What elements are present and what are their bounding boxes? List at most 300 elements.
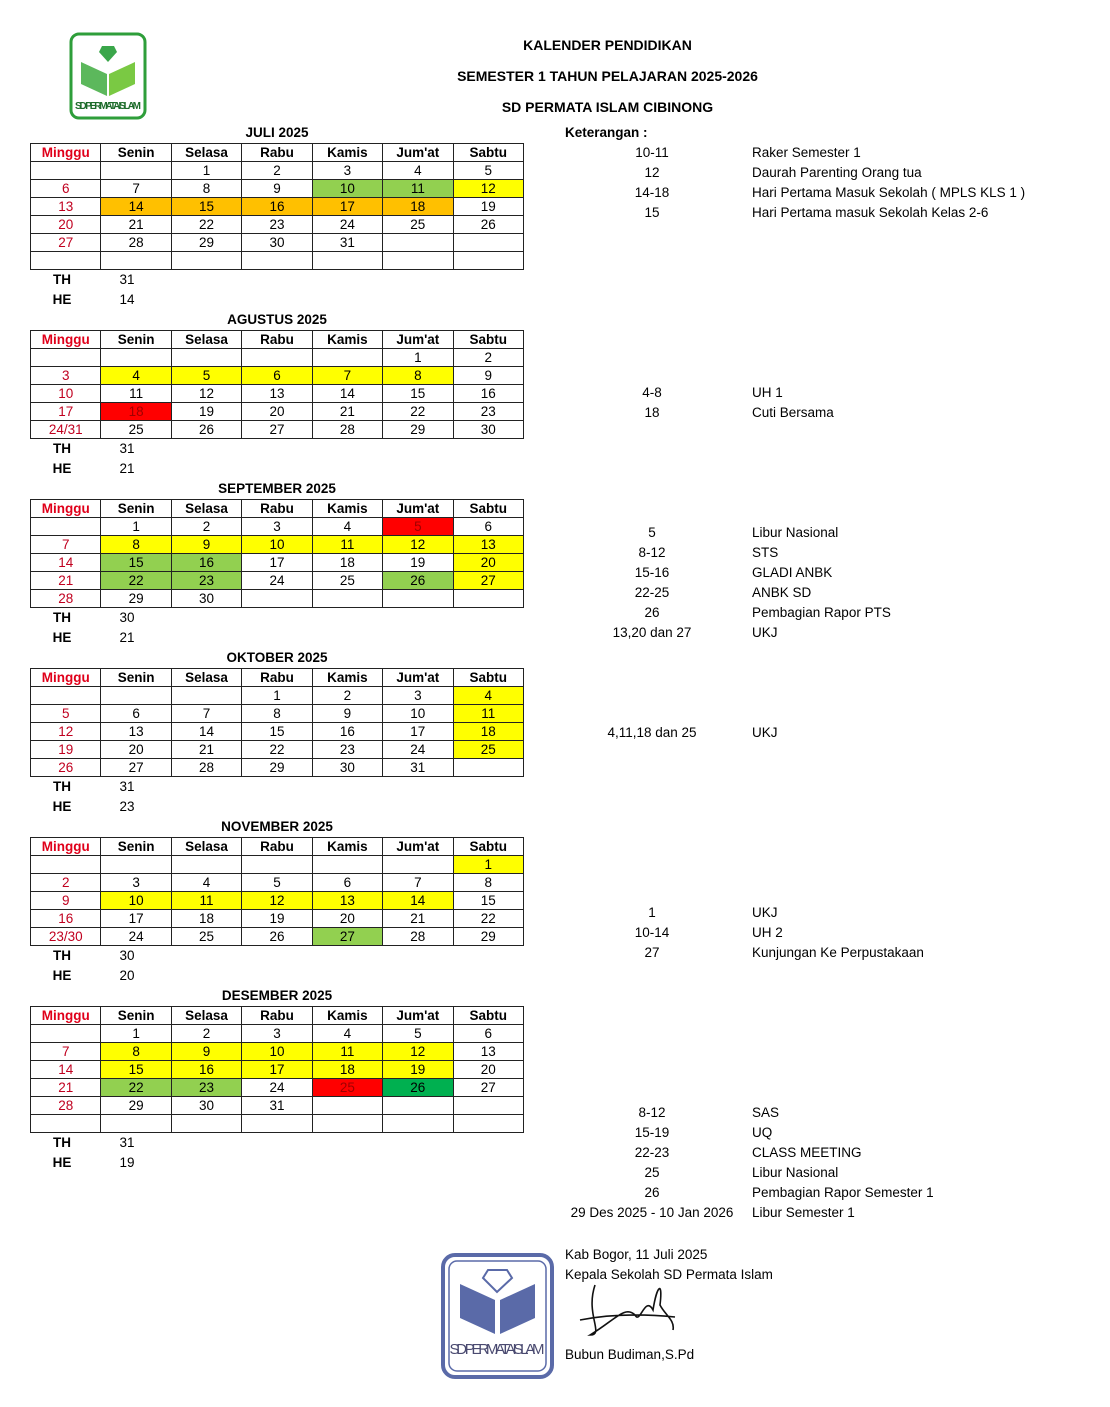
total-days-row [30,1133,524,1153]
month-title: OKTOBER 2025 [226,650,328,665]
note-item [560,1163,1105,1183]
month-title: DESEMBER 2025 [221,988,333,1003]
day-cell: 12 [453,180,523,198]
day-cell: 3 [242,1025,312,1043]
weekday-header: Jum'at [383,144,453,162]
day-cell: 25 [171,928,241,946]
effective-days-row [30,1153,524,1173]
day-cell: 4 [171,874,241,892]
day-cell [31,1025,101,1043]
weekday-header: Minggu [31,331,101,349]
th-label: TH [53,948,71,963]
note-item [560,543,1105,563]
week-row [31,1025,524,1043]
day-cell: 3 [242,518,312,536]
day-cell: 2 [171,518,241,536]
day-cell: 15 [101,1061,171,1079]
weekday-header: Sabtu [453,669,523,687]
he-label: HE [52,1155,72,1170]
day-cell: 22 [383,403,453,421]
note-item [560,723,1105,743]
note-item [560,943,1105,963]
note-date: 8-12 [638,545,666,560]
he-label: HE [52,292,72,307]
note-item [560,583,1105,603]
day-cell [242,1115,312,1133]
calendar-months [30,123,524,1173]
day-cell: 20 [31,216,101,234]
day-cell: 22 [101,572,171,590]
month-title: AGUSTUS 2025 [227,312,327,327]
week-row [31,1061,524,1079]
day-cell: 28 [171,759,241,777]
day-cell: 24 [242,1079,312,1097]
day-cell: 25 [101,421,171,439]
day-cell [101,252,171,270]
day-cell [101,687,171,705]
weekday-header: Rabu [242,669,312,687]
week-row [31,403,524,421]
week-row [31,892,524,910]
week-row [31,518,524,536]
note-text: Hari Pertama masuk Sekolah Kelas 2-6 [752,205,989,220]
day-cell: 4 [312,1025,382,1043]
day-cell [383,856,453,874]
week-row [31,856,524,874]
day-cell: 6 [31,180,101,198]
day-cell: 22 [101,1079,171,1097]
note-item [560,403,1105,423]
month-block [30,648,524,817]
day-cell [101,1115,171,1133]
note-text: Daurah Parenting Orang tua [752,165,922,180]
note-text: UQ [752,1125,773,1140]
day-cell: 29 [383,421,453,439]
day-cell: 13 [453,536,523,554]
weekday-header: Sabtu [453,1007,523,1025]
th-value: 30 [119,610,135,625]
day-cell: 5 [171,367,241,385]
weekday-header: Sabtu [453,331,523,349]
day-cell: 7 [312,367,382,385]
note-item [560,903,1105,923]
month-table [30,499,524,608]
week-row [31,252,524,270]
weekday-header: Jum'at [383,1007,453,1025]
day-cell: 28 [312,421,382,439]
note-text: SAS [752,1105,780,1120]
day-cell: 4 [453,687,523,705]
note-item [560,1103,1105,1123]
day-cell: 19 [383,554,453,572]
day-cell: 23 [312,741,382,759]
note-date: 5 [648,525,656,540]
keterangan-label: Keterangan : [565,125,648,140]
day-cell: 2 [31,874,101,892]
day-cell [453,252,523,270]
note-date: 4,11,18 dan 25 [607,725,697,740]
day-cell: 10 [242,1043,312,1061]
weekday-header: Kamis [312,331,382,349]
week-row [31,910,524,928]
day-cell: 17 [242,1061,312,1079]
day-cell [242,856,312,874]
month-title: JULI 2025 [245,125,309,140]
he-label: HE [52,799,72,814]
day-cell: 29 [242,759,312,777]
note-item [560,563,1105,583]
weekday-header: Senin [101,144,171,162]
weekday-header: Rabu [242,500,312,518]
note-item [560,143,1105,163]
day-cell [31,518,101,536]
day-cell: 14 [101,198,171,216]
note-item [560,1203,1105,1223]
he-value: 21 [119,461,135,476]
day-cell [242,349,312,367]
signature-position: Kepala Sekolah SD Permata Islam [565,1267,773,1282]
day-cell: 19 [31,741,101,759]
th-value: 31 [119,779,135,794]
total-days-row [30,946,524,966]
weekday-header: Senin [101,331,171,349]
day-cell: 30 [171,1097,241,1115]
he-value: 20 [119,968,135,983]
day-cell: 23 [242,216,312,234]
day-cell [171,349,241,367]
day-cell: 14 [312,385,382,403]
note-item [560,523,1105,543]
note-text: STS [752,545,779,560]
day-cell: 1 [453,856,523,874]
note-text: UKJ [752,725,778,740]
day-cell: 1 [101,518,171,536]
day-cell: 21 [171,741,241,759]
day-cell: 13 [101,723,171,741]
day-cell: 11 [453,705,523,723]
weekday-header: Sabtu [453,500,523,518]
weekday-header: Senin [101,500,171,518]
day-cell: 8 [101,536,171,554]
day-cell: 12 [242,892,312,910]
day-cell: 18 [312,554,382,572]
day-cell [31,1115,101,1133]
day-cell [101,162,171,180]
th-label: TH [53,610,71,625]
day-cell: 31 [383,759,453,777]
day-cell: 21 [101,216,171,234]
note-date: 12 [644,165,660,180]
day-cell: 21 [312,403,382,421]
weekday-header-row [31,669,524,687]
day-cell: 20 [453,554,523,572]
day-cell [31,252,101,270]
day-cell: 21 [31,1079,101,1097]
day-cell: 21 [31,572,101,590]
note-date: 4-8 [642,385,662,400]
day-cell: 7 [101,180,171,198]
he-value: 21 [119,630,135,645]
day-cell [242,590,312,608]
day-cell: 1 [171,162,241,180]
total-days-row [30,439,524,459]
week-row [31,162,524,180]
day-cell: 17 [242,554,312,572]
day-cell: 6 [312,874,382,892]
note-text: CLASS MEETING [752,1145,862,1160]
day-cell: 27 [453,1079,523,1097]
document-title: KALENDER PENDIDIKAN [523,37,692,53]
weekday-header-row [31,331,524,349]
weekday-header: Kamis [312,669,382,687]
day-cell: 10 [383,705,453,723]
note-date: 22-25 [634,585,670,600]
day-cell: 30 [453,421,523,439]
day-cell: 18 [453,723,523,741]
week-row [31,928,524,946]
day-cell: 13 [31,198,101,216]
day-cell: 22 [242,741,312,759]
day-cell [312,590,382,608]
day-cell: 16 [171,1061,241,1079]
day-cell: 27 [312,928,382,946]
weekday-header: Kamis [312,144,382,162]
weekday-header: Kamis [312,1007,382,1025]
month-block [30,817,524,986]
svg-text:SD PERMATA ISLAM: SD PERMATA ISLAM [449,1341,545,1358]
day-cell: 30 [242,234,312,252]
day-cell: 19 [171,403,241,421]
day-cell: 31 [312,234,382,252]
day-cell: 24 [101,928,171,946]
signature-place-date: Kab Bogor, 11 Juli 2025 [565,1247,708,1262]
effective-days-row [30,966,524,986]
weekday-header: Jum'at [383,669,453,687]
day-cell: 16 [242,198,312,216]
total-days-row [30,777,524,797]
signature-block [565,1245,773,1365]
day-cell: 11 [171,892,241,910]
th-value: 31 [119,441,135,456]
day-cell [31,162,101,180]
day-cell: 24 [312,216,382,234]
day-cell: 9 [171,536,241,554]
day-cell: 13 [453,1043,523,1061]
day-cell [453,234,523,252]
week-row [31,1097,524,1115]
week-row [31,216,524,234]
weekday-header: Selasa [171,331,241,349]
day-cell: 24 [242,572,312,590]
day-cell: 8 [242,705,312,723]
day-cell: 14 [31,1061,101,1079]
day-cell: 30 [171,590,241,608]
day-cell: 28 [31,590,101,608]
week-row [31,234,524,252]
day-cell: 9 [453,367,523,385]
day-cell [383,252,453,270]
he-value: 19 [119,1155,135,1170]
month-block [30,123,524,310]
day-cell: 18 [312,1061,382,1079]
day-cell: 14 [171,723,241,741]
day-cell: 6 [453,1025,523,1043]
day-cell [312,856,382,874]
day-cell: 4 [383,162,453,180]
weekday-header: Kamis [312,838,382,856]
note-text: GLADI ANBK [752,565,833,580]
month-block [30,479,524,648]
school-name: SD PERMATA ISLAM CIBINONG [501,99,714,115]
month-block [30,986,524,1173]
day-cell: 11 [101,385,171,403]
weekday-header: Selasa [171,144,241,162]
note-date: 25 [644,1165,660,1180]
day-cell: 2 [242,162,312,180]
weekday-header: Jum'at [383,331,453,349]
day-cell: 8 [453,874,523,892]
day-cell: 29 [101,590,171,608]
day-cell: 15 [383,385,453,403]
day-cell: 15 [171,198,241,216]
day-cell: 29 [453,928,523,946]
day-cell: 8 [171,180,241,198]
day-cell: 19 [242,910,312,928]
signature-name: Bubun Budiman,S.Pd [565,1347,695,1362]
day-cell: 23 [171,572,241,590]
week-row [31,874,524,892]
day-cell: 24 [383,741,453,759]
day-cell [453,1097,523,1115]
week-row [31,385,524,403]
week-row [31,741,524,759]
svg-text:SD PERMATA ISLAM: SD PERMATA ISLAM [75,101,141,112]
note-date: 22-23 [634,1145,670,1160]
day-cell: 20 [101,741,171,759]
day-cell: 27 [242,421,312,439]
day-cell: 4 [101,367,171,385]
day-cell: 10 [31,385,101,403]
week-row [31,1115,524,1133]
day-cell [383,590,453,608]
note-text: UKJ [752,625,778,640]
day-cell [312,349,382,367]
day-cell: 30 [312,759,382,777]
day-cell: 9 [31,892,101,910]
day-cell [101,349,171,367]
weekday-header: Jum'at [383,838,453,856]
day-cell: 18 [171,910,241,928]
day-cell: 16 [171,554,241,572]
day-cell [383,1097,453,1115]
note-text: UH 2 [752,925,783,940]
note-item [560,923,1105,943]
th-label: TH [53,441,71,456]
day-cell: 9 [312,705,382,723]
note-item [560,183,1105,203]
weekday-header: Selasa [171,1007,241,1025]
note-date: 15-16 [634,565,670,580]
day-cell: 27 [453,572,523,590]
month-title: NOVEMBER 2025 [221,819,333,834]
day-cell: 25 [453,741,523,759]
weekday-header: Rabu [242,331,312,349]
day-cell: 13 [312,892,382,910]
day-cell: 10 [101,892,171,910]
day-cell [312,252,382,270]
month-title: SEPTEMBER 2025 [218,481,336,496]
day-cell: 22 [171,216,241,234]
day-cell: 3 [31,367,101,385]
day-cell [171,252,241,270]
week-row [31,705,524,723]
day-cell: 27 [31,234,101,252]
day-cell: 5 [453,162,523,180]
note-item [560,163,1105,183]
effective-days-row [30,459,524,479]
day-cell: 27 [101,759,171,777]
day-cell: 22 [453,910,523,928]
day-cell [31,687,101,705]
day-cell: 26 [31,759,101,777]
day-cell: 28 [101,234,171,252]
note-date: 26 [644,605,660,620]
he-value: 23 [119,799,135,814]
note-text: UH 1 [752,385,783,400]
day-cell [453,759,523,777]
day-cell: 21 [383,910,453,928]
day-cell: 7 [31,1043,101,1061]
day-cell: 14 [31,554,101,572]
note-item [560,203,1105,223]
note-item [560,603,1105,623]
weekday-header: Minggu [31,838,101,856]
day-cell: 11 [312,536,382,554]
note-text: Hari Pertama Masuk Sekolah ( MPLS KLS 1 ) [752,185,1026,200]
day-cell: 11 [383,180,453,198]
day-cell: 25 [312,572,382,590]
th-value: 31 [119,1135,135,1150]
month-table [30,143,524,270]
day-cell: 16 [312,723,382,741]
he-value: 14 [119,292,135,307]
day-cell: 6 [453,518,523,536]
day-cell [171,1115,241,1133]
month-block [30,310,524,479]
month-table [30,330,524,439]
total-days-row [30,270,524,290]
day-cell: 3 [383,687,453,705]
week-row [31,1079,524,1097]
day-cell: 7 [383,874,453,892]
weekday-header: Selasa [171,669,241,687]
note-date: 18 [644,405,660,420]
he-label: HE [52,968,72,983]
day-cell [171,687,241,705]
day-cell: 18 [383,198,453,216]
day-cell: 9 [242,180,312,198]
day-cell: 28 [383,928,453,946]
day-cell: 2 [453,349,523,367]
day-cell: 5 [242,874,312,892]
day-cell: 4 [312,518,382,536]
th-label: TH [53,1135,71,1150]
note-item [560,1123,1105,1143]
day-cell: 9 [171,1043,241,1061]
weekday-header: Sabtu [453,838,523,856]
day-cell [101,856,171,874]
weekday-header: Kamis [312,500,382,518]
